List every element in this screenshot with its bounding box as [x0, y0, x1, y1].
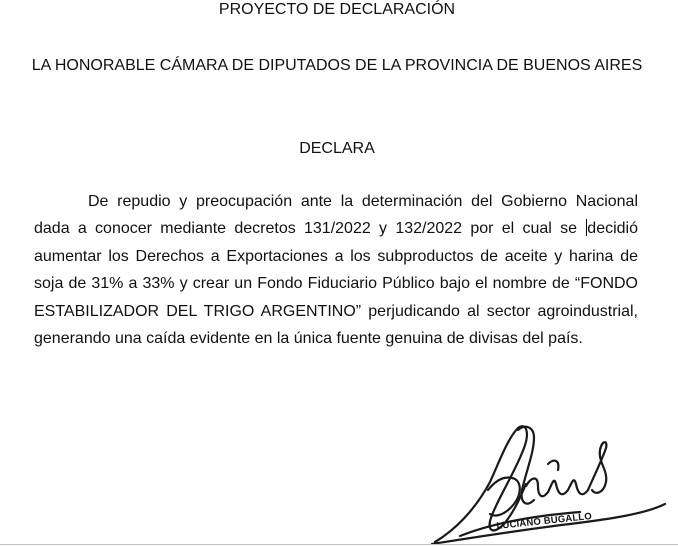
body-text-part-2: decidió aumentar los Derechos a Exportaciones a los subproductos de aceite y harina de soja de 31% a 33% y crear un Fondo Fiduciario Público bajo el nombre de “FONDO ESTABILIZADOR DEL TRIGO ARGENTINO” perjudicando al sector agroindustrial, generando una caída evidente en la única fuente genuina de divisas del país.: [34, 220, 638, 348]
signature-stamp-name: LUCIANO BUGALLO: [496, 510, 593, 532]
chamber-heading: LA HONORABLE CÁMARA DE DIPUTADOS DE LA PROVINCIA DE BUENOS AIRES: [31, 57, 643, 74]
declaration-body[interactable]: [34, 188, 638, 352]
page-bottom-edge: [0, 544, 678, 545]
declara-heading: DECLARA: [299, 140, 375, 157]
handwritten-signature: [430, 420, 678, 547]
body-text-part-1: De repudio y preocupación ante la determinación del Gobierno Nacional dada a conocer mediante decretos 131/2022 y 132/2022 por el cual se: [34, 193, 638, 238]
document-title: PROYECTO DE DECLARACIÓN: [218, 1, 456, 18]
